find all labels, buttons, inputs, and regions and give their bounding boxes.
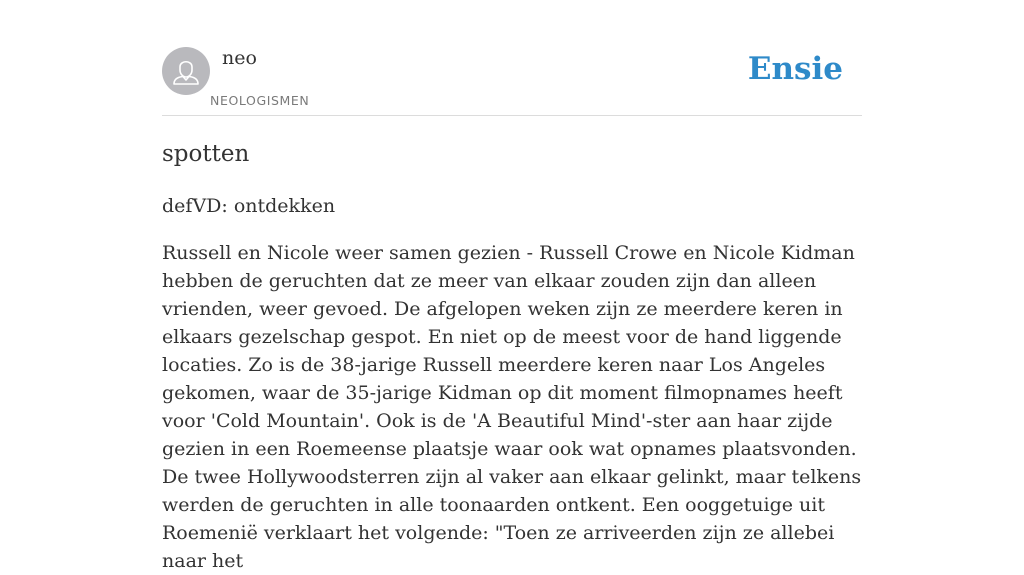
avatar[interactable]: [162, 47, 210, 95]
entry-card: [162, 0, 862, 572]
entry-definition: defVD: ontdekken: [162, 195, 336, 217]
entry-header: [162, 0, 862, 116]
user-silhouette-icon: [162, 47, 210, 95]
site-logo[interactable]: Ensie: [747, 51, 843, 87]
author-name[interactable]: neo: [222, 47, 257, 69]
entry-example: Russell en Nicole weer samen gezien - Russell Crowe en Nicole Kidman hebben de geruchten dat ze meer van elkaar zouden zijn dan alleen vrienden, weer gevoed. De afgelopen weken zijn ze meerdere keren in elkaars gezelschap gespot. En niet op de meest voor de hand liggende locaties. Zo is de 38-jarige Russell meerdere keren naar Los Angeles gekomen, waar de 35-jarige Kidman op dit moment filmopnames heeft voor 'Cold Mountain'. Ook is de 'A Beautiful Mind'-ster aan haar zijde gezien in een Roemeense plaatsje waar ook wat opnames plaatsvonden. De twee Hollywoodsterren zijn al vaker aan elkaar gelinkt, maar telkens werden de geruchten in alle toonaarden ontkent. Een ooggetuige uit Roemenië verklaart het volgende: "Toen ze arriveerden zijn ze allebei naar het: [162, 242, 862, 572]
category-label[interactable]: NEOLOGISMEN: [210, 93, 310, 108]
entry-title: spotten: [162, 141, 250, 167]
